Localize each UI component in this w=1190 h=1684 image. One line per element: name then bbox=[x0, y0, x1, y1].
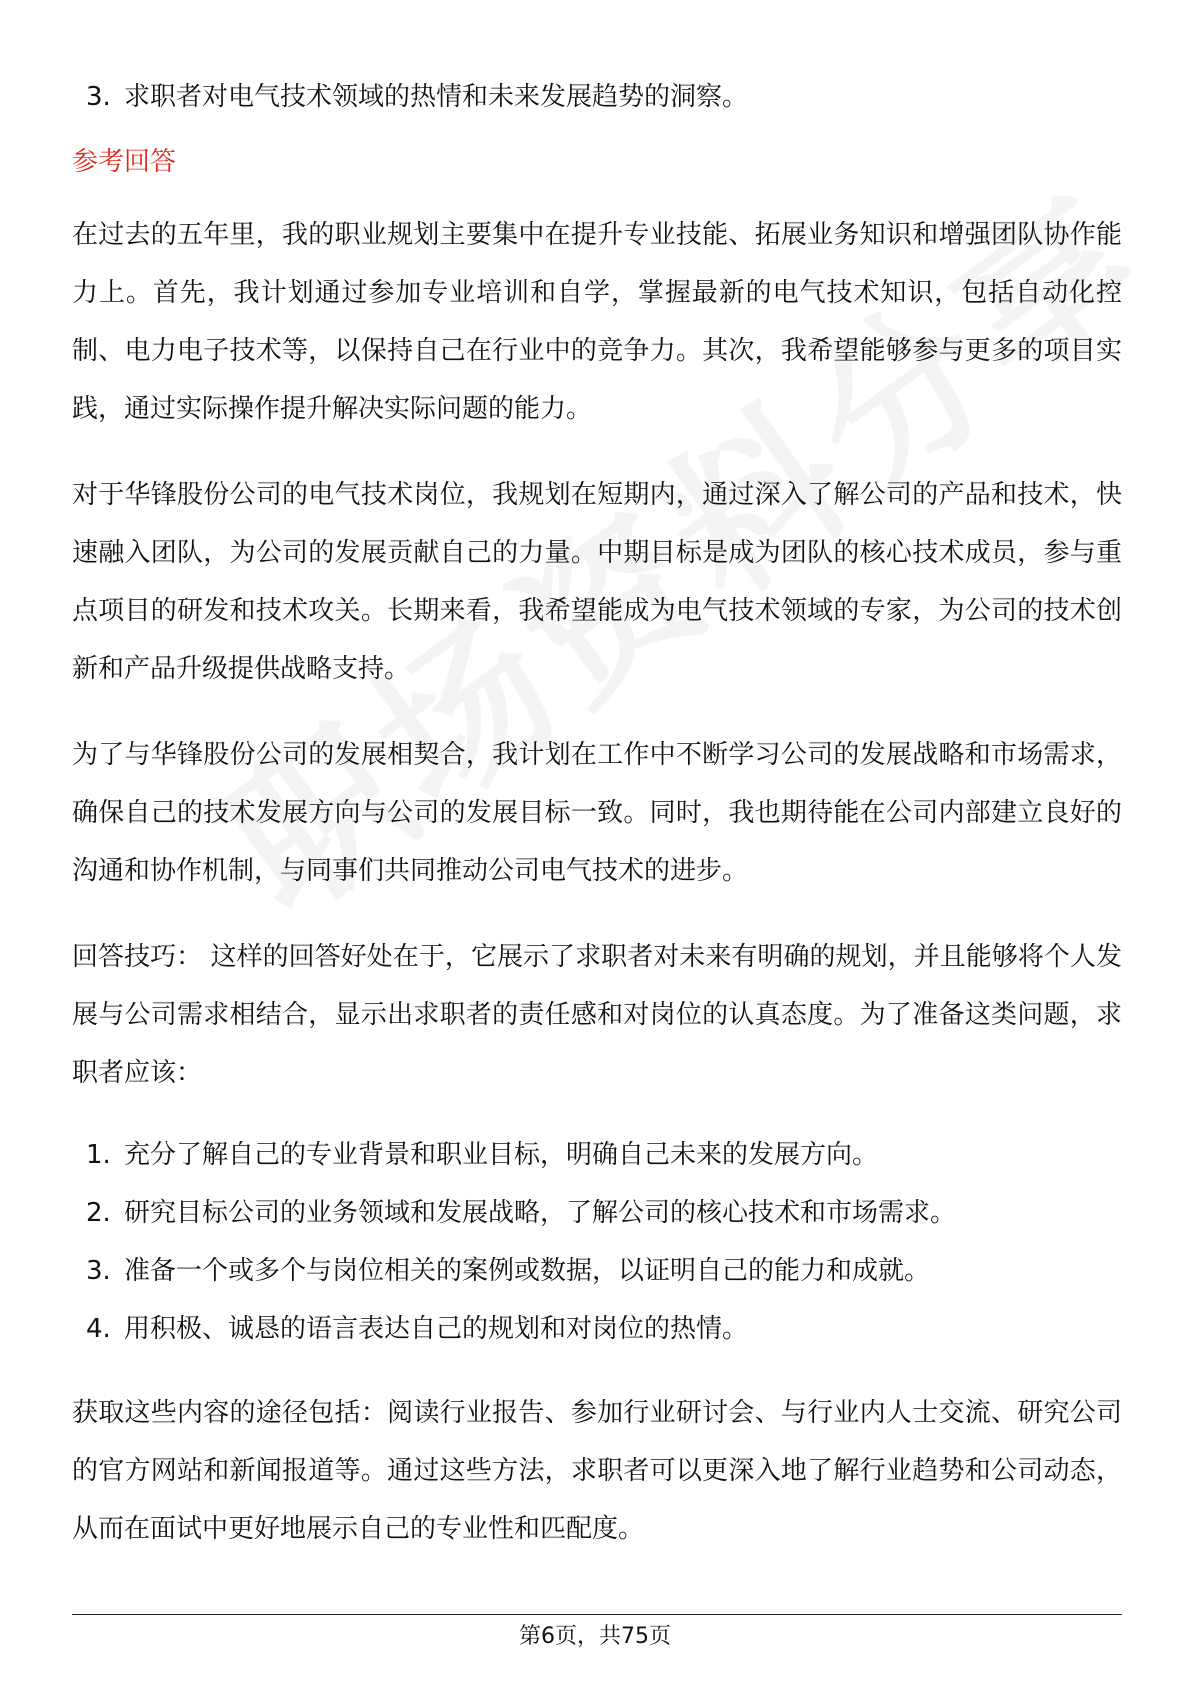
closing-paragraph: 获取这些内容的途径包括：阅读行业报告、参加行业研讨会、与行业内人士交流、研究公司的官方网站和新闻报道等。通过这些方法，求职者可以更深入地了解行业趋势和公司动态，从而在面试中更好地展示自己的专业性和匹配度。 bbox=[72, 1398, 1122, 1544]
footer-divider bbox=[72, 1614, 1122, 1615]
list-number: 3. bbox=[86, 1256, 111, 1286]
list-text: 求职者对电气技术领域的热情和未来发展趋势的洞察。 bbox=[124, 82, 749, 112]
page-content bbox=[72, 68, 1122, 1586]
list-text: 充分了解自己的专业背景和职业目标，明确自己未来的发展方向。 bbox=[124, 1140, 879, 1170]
list-item bbox=[72, 1242, 1122, 1300]
tips-list bbox=[72, 1126, 1122, 1358]
paragraph: 对于华锋股份公司的电气技术岗位，我规划在短期内，通过深入了解公司的产品和技术，快速融入团队，为公司的发展贡献自己的力量。中期目标是成为团队的核心技术成员，参与重点项目的研发和技术攻关。长期来看，我希望能成为电气技术领域的专家，为公司的技术创新和产品升级提供战略支持。 bbox=[72, 480, 1122, 684]
list-text: 准备一个或多个与岗位相关的案例或数据，以证明自己的能力和成就。 bbox=[124, 1256, 931, 1286]
list-item bbox=[72, 1300, 1122, 1358]
intro-list bbox=[72, 68, 1122, 126]
paragraph: 为了与华锋股份公司的发展相契合，我计划在工作中不断学习公司的发展战略和市场需求，确保自己的技术发展方向与公司的发展目标一致。同时，我也期待能在公司内部建立良好的沟通和协作机制，与同事们共同推动公司电气技术的进步。 bbox=[72, 740, 1122, 886]
list-number: 2. bbox=[86, 1198, 111, 1228]
answer-tips-paragraph: 回答技巧： 这样的回答好处在于，它展示了求职者对未来有明确的规划，并且能够将个人发展与公司需求相结合，显示出求职者的责任感和对岗位的认真态度。为了准备这类问题，求职者应该： bbox=[72, 942, 1122, 1088]
section-title: 参考回答 bbox=[72, 147, 177, 177]
list-item bbox=[72, 1184, 1122, 1242]
list-text: 用积极、诚恳的语言表达自己的规划和对岗位的热情。 bbox=[124, 1314, 749, 1344]
list-item bbox=[72, 1126, 1122, 1184]
list-number: 4. bbox=[86, 1314, 111, 1344]
list-number: 3. bbox=[86, 82, 111, 112]
list-text: 研究目标公司的业务领域和发展战略，了解公司的核心技术和市场需求。 bbox=[124, 1198, 957, 1228]
paragraph: 在过去的五年里，我的职业规划主要集中在提升专业技能、拓展业务知识和增强团队协作能力上。首先，我计划通过参加专业培训和自学，掌握最新的电气技术知识，包括自动化控制、电力电子技术等，以保持自己在行业中的竞争力。其次，我希望能够参与更多的项目实践，通过实际操作提升解决实际问题的能力。 bbox=[72, 220, 1122, 424]
list-number: 1. bbox=[86, 1140, 111, 1170]
list-item bbox=[72, 68, 1122, 126]
page-number: 第6页，共75页 bbox=[519, 1624, 671, 1649]
